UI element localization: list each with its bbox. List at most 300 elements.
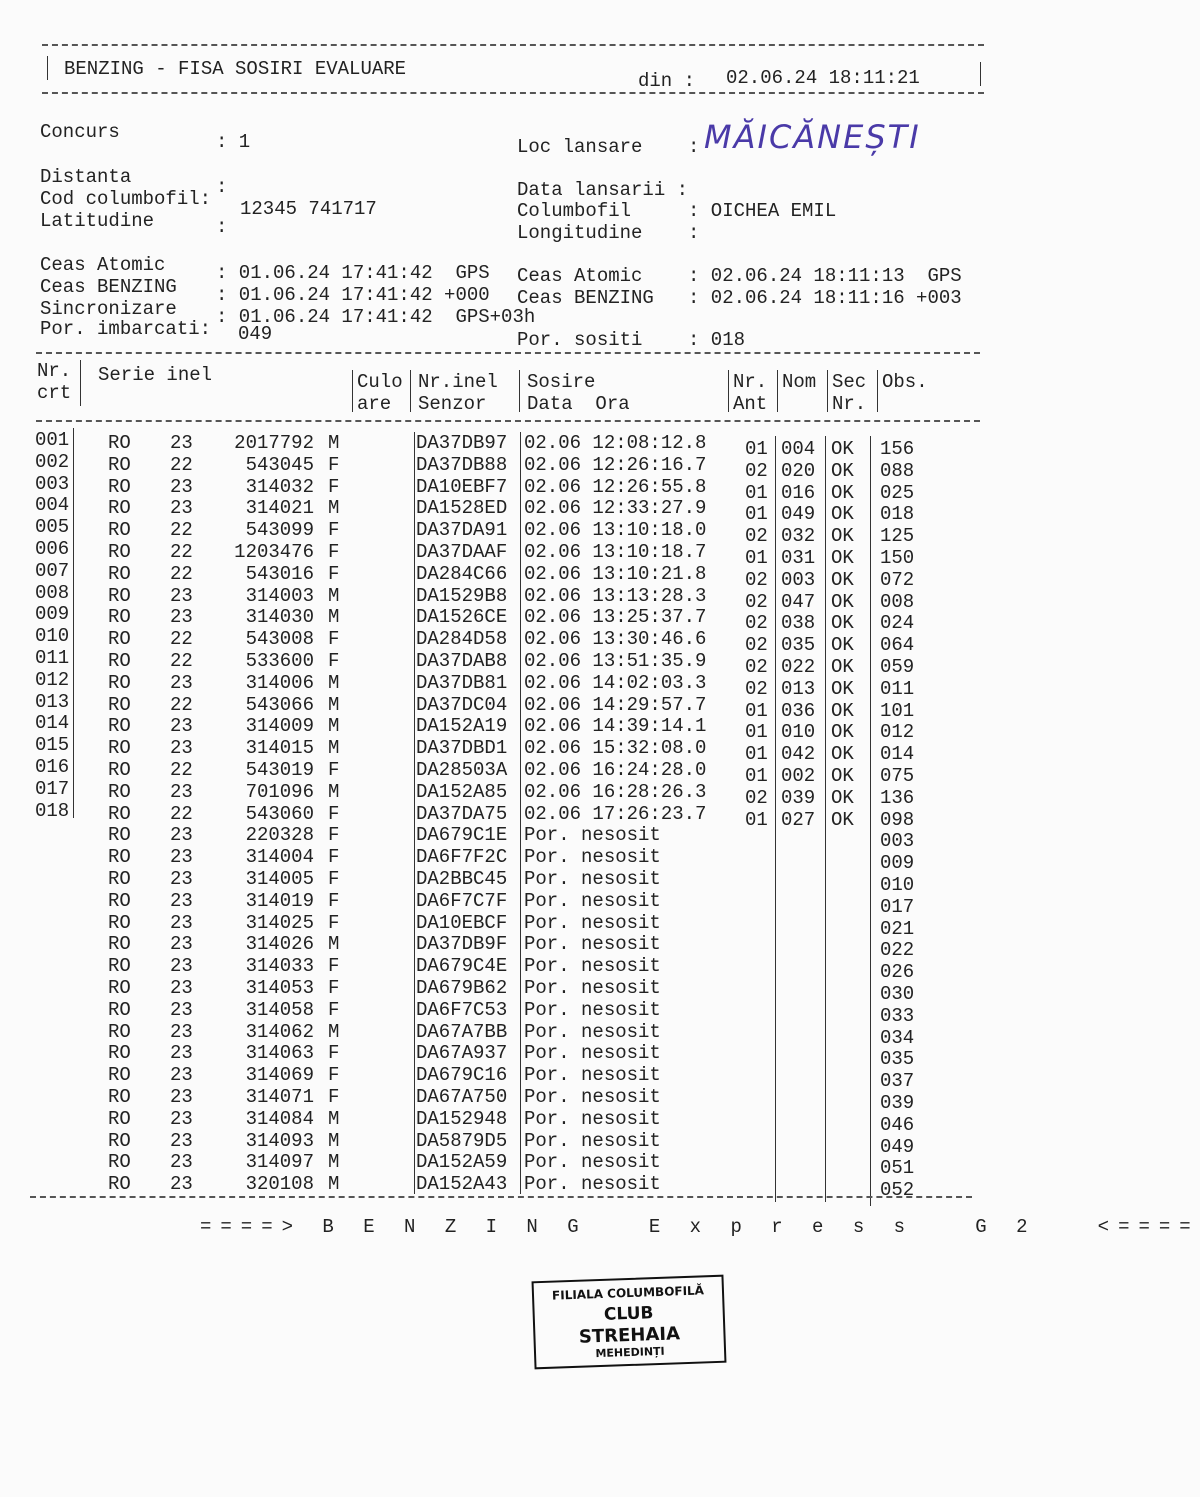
cod-columbofil-value: 12345 741717	[240, 198, 377, 220]
row-nom: 039	[781, 786, 816, 809]
row-sec: OK	[831, 438, 854, 460]
row-sensor: DA37DB97	[416, 432, 508, 454]
row-arrival: Por. nesosit	[524, 1042, 661, 1065]
row-sex: M	[328, 671, 340, 694]
concurs-value: : 1	[216, 131, 251, 153]
row-year: 23	[170, 1086, 193, 1108]
row-nom: 042	[781, 743, 816, 766]
row-arrival: Por. nesosit	[524, 933, 661, 956]
row-country: RO	[108, 868, 131, 890]
row-country: RO	[108, 1064, 131, 1087]
row-arrival: Por. nesosit	[524, 846, 661, 869]
row-sensor: DA10EBF7	[416, 475, 508, 498]
row-sex: M	[328, 606, 340, 629]
row-sensor: DA679B62	[416, 977, 508, 999]
table-row	[0, 450, 1024, 482]
row-arrival: 02.06 17:26:23.7	[524, 802, 707, 825]
row-arrival: 02.06 13:10:18.7	[524, 541, 707, 563]
row-nom: 002	[781, 765, 816, 787]
por-sositi-value: : 018	[688, 329, 746, 351]
row-ring: 543060	[245, 802, 314, 825]
row-nr: 003	[35, 472, 70, 495]
row-sex: M	[328, 780, 340, 803]
row-year: 23	[170, 977, 193, 999]
table-row	[0, 603, 1024, 635]
row-obs: 051	[880, 1157, 915, 1180]
ceas-benzing-value: : 01.06.24 17:41:42 +000	[216, 284, 490, 306]
table-row	[0, 1151, 1024, 1180]
row-sex: M	[328, 1129, 340, 1152]
footer-benzing-express: ====> B E N Z I N G E x p r e s s G 2 <====	[200, 1216, 1200, 1238]
row-nom: 022	[781, 656, 816, 678]
club-stamp	[532, 1275, 727, 1370]
table-row	[0, 977, 1024, 1005]
col-sep-8	[877, 370, 878, 412]
row-country: RO	[108, 628, 131, 651]
table-row	[0, 494, 1024, 526]
row-sensor: DA6F7F2C	[416, 846, 508, 869]
row-sensor: DA152A19	[416, 715, 508, 738]
row-nom: 013	[781, 677, 816, 700]
col-sec-1: Sec	[832, 371, 867, 393]
row-year: 22	[170, 802, 193, 825]
data-lansarii-label: Data lansarii :	[517, 179, 689, 201]
table-row	[0, 429, 1024, 460]
row-obs: 026	[880, 961, 915, 984]
row-sex: M	[328, 693, 340, 716]
row-sec: OK	[831, 547, 854, 569]
row-ring: 314063	[245, 1042, 314, 1065]
row-obs: 136	[880, 786, 915, 809]
table-row	[0, 998, 1024, 1027]
row-obs: 098	[880, 808, 915, 831]
row-sec: OK	[831, 808, 854, 831]
col-nr-crt-1: Nr.	[37, 360, 72, 382]
row-country: RO	[108, 911, 131, 934]
row-country: RO	[108, 693, 131, 716]
row-arrival: 02.06 14:02:03.3	[524, 671, 707, 694]
row-obs: 037	[880, 1070, 915, 1093]
row-ring: 314033	[245, 955, 314, 978]
row-ring: 314069	[245, 1064, 314, 1087]
row-antenna: 01	[745, 547, 768, 569]
row-year: 22	[170, 759, 193, 781]
table-row	[0, 625, 1024, 657]
row-sex: M	[328, 432, 340, 454]
row-arrival: 02.06 12:26:16.7	[524, 453, 707, 476]
row-year: 23	[170, 1151, 193, 1174]
row-ring: 220328	[245, 824, 314, 847]
row-country: RO	[108, 671, 131, 694]
row-sex: M	[328, 584, 340, 607]
concurs-label: Concurs	[40, 121, 120, 143]
header-left-bar	[47, 56, 48, 80]
row-obs: 150	[880, 547, 915, 569]
loc-lansare-handwritten: MĂICĂNEȘTI	[704, 118, 921, 156]
row-year: 23	[170, 606, 193, 629]
latitudine-value: :	[216, 216, 228, 238]
row-nom: 038	[781, 612, 816, 635]
row-year: 23	[170, 955, 193, 978]
row-country: RO	[108, 715, 131, 738]
row-country: RO	[108, 933, 131, 956]
longitudine-label: Longitudine	[517, 222, 643, 244]
row-sensor: DA37DC04	[416, 693, 508, 716]
row-country: RO	[108, 1020, 131, 1043]
stamp-line-2: CLUB	[603, 1303, 654, 1325]
row-year: 22	[170, 628, 193, 651]
row-sensor: DA679C16	[416, 1064, 508, 1087]
row-antenna: 01	[745, 765, 768, 787]
row-sec: OK	[831, 656, 854, 678]
row-sensor: DA152948	[416, 1107, 508, 1130]
row-sex: F	[328, 977, 340, 999]
table-row	[0, 933, 1024, 962]
row-sex: F	[328, 911, 340, 934]
table-row	[0, 799, 1024, 831]
row-arrival: Por. nesosit	[524, 1107, 661, 1130]
row-sensor: DA152A85	[416, 780, 508, 803]
row-sensor: DA37DB81	[416, 671, 508, 694]
row-sex: F	[328, 868, 340, 890]
row-year: 22	[170, 453, 193, 476]
row-sex: F	[328, 541, 340, 563]
row-nom: 031	[781, 547, 816, 569]
row-sensor: DA67A937	[416, 1042, 508, 1065]
row-sensor: DA152A43	[416, 1173, 508, 1196]
row-ring: 314026	[245, 933, 314, 956]
right-ceas-benzing-value: : 02.06.24 18:11:16 +003	[688, 287, 962, 309]
row-sensor: DA284C66	[416, 562, 508, 585]
row-nr: 009	[35, 603, 70, 626]
row-sec: OK	[831, 481, 854, 504]
row-ring: 314005	[245, 868, 314, 890]
col-sec-2: Nr.	[832, 393, 867, 415]
row-sex: M	[328, 737, 340, 760]
row-ring: 1203476	[234, 541, 314, 563]
row-year: 22	[170, 693, 193, 716]
row-ring: 314015	[245, 737, 314, 760]
row-obs: 018	[880, 503, 915, 526]
row-sex: F	[328, 846, 340, 869]
table-row	[0, 911, 1024, 940]
row-country: RO	[108, 1107, 131, 1130]
row-year: 22	[170, 519, 193, 542]
row-ring: 314003	[245, 584, 314, 607]
row-year: 23	[170, 432, 193, 454]
row-year: 22	[170, 650, 193, 672]
row-nr: 002	[35, 450, 70, 473]
row-country: RO	[108, 1086, 131, 1108]
table-row	[0, 581, 1024, 613]
row-ring: 314021	[245, 497, 314, 520]
row-sensor: DA37DBD1	[416, 737, 508, 760]
row-arrival: Por. nesosit	[524, 889, 661, 912]
row-nom: 004	[781, 438, 816, 460]
table-row	[0, 647, 1024, 678]
row-country: RO	[108, 846, 131, 869]
table-row	[0, 1064, 1024, 1093]
distanta-value: :	[216, 176, 228, 198]
row-antenna: 02	[745, 612, 768, 635]
row-country: RO	[108, 802, 131, 825]
row-sec: OK	[831, 786, 854, 809]
col-sep-1	[80, 360, 81, 406]
col-nr-inel-2: Senzor	[418, 393, 487, 415]
row-arrival: Por. nesosit	[524, 1151, 661, 1174]
row-ring: 314019	[245, 889, 314, 912]
row-nr: 012	[35, 668, 70, 691]
row-arrival: 02.06 13:25:37.7	[524, 606, 707, 629]
table-row	[0, 955, 1024, 984]
row-nom: 027	[781, 808, 816, 831]
row-sex: F	[328, 1086, 340, 1108]
row-sex: F	[328, 1064, 340, 1087]
por-sositi-label: Por. sositi	[517, 329, 643, 351]
row-ring: 543045	[245, 453, 314, 476]
row-ring: 701096	[245, 780, 314, 803]
row-year: 23	[170, 715, 193, 738]
row-antenna: 01	[745, 438, 768, 460]
row-antenna: 01	[745, 503, 768, 526]
row-ring: 543019	[245, 759, 314, 781]
row-sensor: DA37DAB8	[416, 650, 508, 672]
row-sex: F	[328, 475, 340, 498]
row-ring: 314093	[245, 1129, 314, 1152]
row-sex: M	[328, 1020, 340, 1043]
columbofil-value: : OICHEA EMIL	[688, 200, 837, 222]
row-obs: 024	[880, 612, 915, 635]
row-year: 23	[170, 1129, 193, 1152]
row-antenna: 01	[745, 721, 768, 744]
row-ring: 543099	[245, 519, 314, 542]
row-year: 23	[170, 824, 193, 847]
row-nr: 013	[35, 690, 70, 713]
row-nr: 008	[35, 581, 70, 604]
row-sensor: DA5879D5	[416, 1129, 508, 1152]
col-nom: Nom	[782, 371, 817, 393]
row-antenna: 02	[745, 634, 768, 657]
row-sex: M	[328, 1173, 340, 1196]
row-nr: 007	[35, 559, 70, 582]
row-country: RO	[108, 606, 131, 629]
row-arrival: Por. nesosit	[524, 1086, 661, 1108]
header-right-bar	[980, 62, 981, 86]
row-ring: 543008	[245, 628, 314, 651]
row-country: RO	[108, 1173, 131, 1196]
row-year: 22	[170, 562, 193, 585]
row-sensor: DA152A59	[416, 1151, 508, 1174]
row-ring: 2017792	[234, 432, 314, 454]
row-year: 23	[170, 933, 193, 956]
row-sex: M	[328, 497, 340, 520]
row-year: 23	[170, 1064, 193, 1087]
row-sec: OK	[831, 634, 854, 657]
row-nom: 036	[781, 699, 816, 722]
row-nom: 010	[781, 721, 816, 744]
row-obs: 022	[880, 939, 915, 962]
row-sex: F	[328, 519, 340, 542]
row-sensor: DA37DB9F	[416, 933, 508, 956]
row-sex: F	[328, 889, 340, 912]
row-ring: 314025	[245, 911, 314, 934]
row-sec: OK	[831, 568, 854, 591]
row-country: RO	[108, 519, 131, 542]
table-row	[0, 1173, 1024, 1202]
row-nom: 016	[781, 481, 816, 504]
table-row	[0, 846, 1024, 875]
row-country: RO	[108, 541, 131, 563]
row-sec: OK	[831, 743, 854, 766]
row-country: RO	[108, 475, 131, 498]
cod-columbofil-label: Cod columbofil:	[40, 188, 212, 210]
row-nr: 014	[35, 712, 70, 735]
row-obs: 021	[880, 917, 915, 940]
row-year: 23	[170, 497, 193, 520]
row-sec: OK	[831, 699, 854, 722]
columns-top-line	[36, 352, 980, 354]
row-country: RO	[108, 955, 131, 978]
row-antenna: 01	[745, 699, 768, 722]
row-ring: 314097	[245, 1151, 314, 1174]
table-row	[0, 824, 1024, 853]
ceas-benzing-label: Ceas BENZING	[40, 276, 177, 298]
distanta-label: Distanta	[40, 166, 132, 188]
right-ceas-benzing-label: Ceas BENZING	[517, 287, 654, 309]
por-imbarcati-value: 049	[238, 323, 273, 345]
col-culoare-1: Culo	[357, 371, 403, 393]
row-obs: 046	[880, 1113, 915, 1136]
table-row	[0, 777, 1024, 809]
table-bottom-line	[30, 1196, 972, 1198]
row-antenna: 02	[745, 525, 768, 548]
row-sex: F	[328, 759, 340, 781]
longitudine-value: :	[688, 222, 700, 244]
row-country: RO	[108, 759, 131, 781]
row-country: RO	[108, 737, 131, 760]
row-arrival: Por. nesosit	[524, 977, 661, 999]
row-ring: 314058	[245, 998, 314, 1021]
row-arrival: 02.06 12:26:55.8	[524, 475, 707, 498]
row-country: RO	[108, 497, 131, 520]
por-imbarcati-label: Por. imbarcati:	[40, 318, 212, 340]
row-obs: 072	[880, 568, 915, 591]
row-obs: 010	[880, 874, 915, 896]
row-sex: M	[328, 1107, 340, 1130]
row-ring: 314030	[245, 606, 314, 629]
row-sex: M	[328, 715, 340, 738]
row-year: 23	[170, 780, 193, 803]
table-row	[0, 690, 1024, 722]
row-year: 23	[170, 475, 193, 498]
row-year: 23	[170, 737, 193, 760]
row-ring: 314071	[245, 1086, 314, 1108]
row-sensor: DA1529B8	[416, 584, 508, 607]
row-sex: F	[328, 1042, 340, 1065]
row-sex: M	[328, 1151, 340, 1174]
row-obs: 059	[880, 656, 915, 678]
row-sex: F	[328, 955, 340, 978]
row-obs: 125	[880, 525, 915, 548]
row-obs: 011	[880, 677, 915, 700]
col-nr-ant-1: Nr.	[733, 371, 768, 393]
row-sec: OK	[831, 525, 854, 548]
header-datetime: 02.06.24 18:11:21	[726, 67, 920, 89]
row-ring: 314084	[245, 1107, 314, 1130]
row-sec: OK	[831, 765, 854, 787]
table-row	[0, 559, 1024, 591]
row-nom: 032	[781, 525, 816, 548]
row-nr: 016	[35, 756, 70, 778]
row-country: RO	[108, 824, 131, 847]
stamp-line-1: FILIALA COLUMBOFILĂ	[551, 1283, 705, 1303]
col-serie-inel: Serie inel	[98, 364, 213, 386]
row-ring: 320108	[245, 1173, 314, 1196]
stamp-line-3: STREHAIA	[578, 1323, 681, 1348]
row-country: RO	[108, 998, 131, 1021]
row-nom: 049	[781, 503, 816, 526]
table-row	[0, 868, 1024, 896]
row-obs: 052	[880, 1179, 915, 1202]
row-sec: OK	[831, 677, 854, 700]
row-country: RO	[108, 650, 131, 672]
table-row	[0, 734, 1024, 766]
table-row	[0, 756, 1024, 787]
row-sex: F	[328, 628, 340, 651]
table-row	[0, 538, 1024, 569]
row-arrival: 02.06 16:28:26.3	[524, 780, 707, 803]
row-arrival: 02.06 15:32:08.0	[524, 737, 707, 760]
row-obs: 017	[880, 895, 915, 918]
row-sec: OK	[831, 590, 854, 613]
row-sensor: DA37DA91	[416, 519, 508, 542]
row-sec: OK	[831, 612, 854, 635]
row-nom: 020	[781, 459, 816, 482]
right-ceas-atomic-label: Ceas Atomic	[517, 265, 643, 287]
col-nr-inel-1: Nr.inel	[418, 371, 498, 393]
table-row	[0, 889, 1024, 918]
row-country: RO	[108, 584, 131, 607]
row-arrival: 02.06 12:33:27.9	[524, 497, 707, 520]
col-sep-6	[777, 370, 778, 412]
row-antenna: 02	[745, 656, 768, 678]
row-sensor: DA6F7C7F	[416, 889, 508, 912]
ceas-atomic-label: Ceas Atomic	[40, 254, 166, 276]
row-sex: F	[328, 453, 340, 476]
row-sec: OK	[831, 721, 854, 744]
row-sensor: DA679C1E	[416, 824, 508, 847]
row-sensor: DA28503A	[416, 759, 508, 781]
row-sensor: DA6F7C53	[416, 998, 508, 1021]
row-sensor: DA67A750	[416, 1086, 508, 1108]
row-obs: 035	[880, 1048, 915, 1071]
row-ring: 314053	[245, 977, 314, 999]
row-arrival: Por. nesosit	[524, 1064, 661, 1087]
row-year: 23	[170, 1173, 193, 1196]
row-obs: 049	[880, 1135, 915, 1158]
row-nr: 015	[35, 734, 70, 757]
row-obs: 156	[880, 438, 915, 460]
row-year: 23	[170, 1107, 193, 1130]
row-sensor: DA37DA75	[416, 802, 508, 825]
row-nr: 004	[35, 494, 70, 517]
row-year: 23	[170, 889, 193, 912]
row-sensor: DA1526CE	[416, 606, 508, 629]
row-arrival: Por. nesosit	[524, 955, 661, 978]
row-country: RO	[108, 1042, 131, 1065]
row-country: RO	[108, 453, 131, 476]
row-year: 23	[170, 998, 193, 1021]
